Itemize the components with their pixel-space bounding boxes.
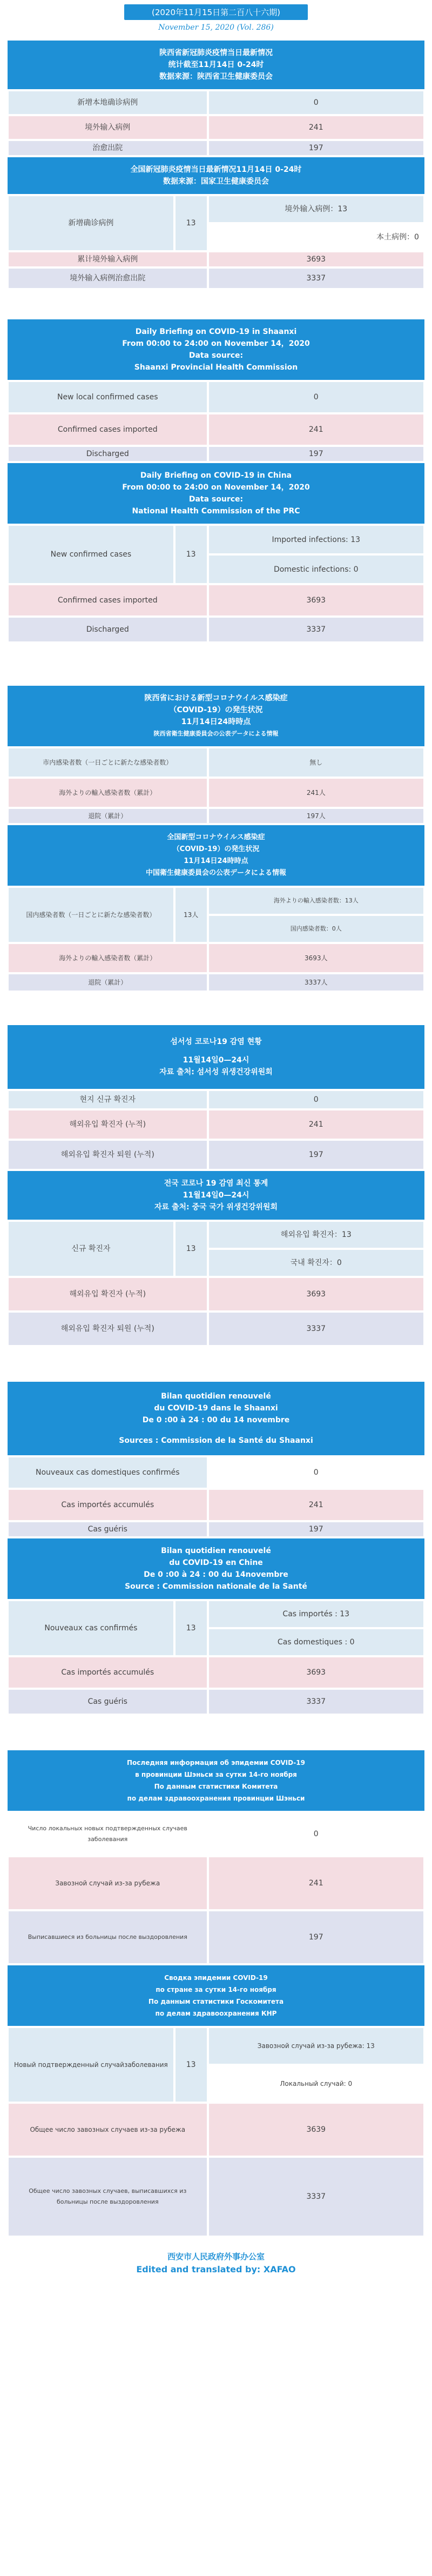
- header-title: 全国新冠肺炎疫情当日最新情况11月14日 0-24时: [130, 165, 302, 174]
- row-subvalue: Завозной случай из-за рубежа: 13: [208, 2027, 424, 2065]
- row-label: Nouveaux cas confirmés: [8, 1600, 174, 1656]
- shaanxi-header: [6, 1024, 426, 1090]
- row-value: 0: [208, 1812, 424, 1856]
- table-row: [6, 381, 426, 413]
- header-title: Bilan quotidien renouvelé: [161, 1392, 271, 1401]
- row-label: 해외유입 확진자 (누적): [8, 1109, 208, 1140]
- table-row: [6, 1689, 426, 1715]
- row-label: Число локальных новых подтвержденных случаев заболевания: [8, 1812, 208, 1856]
- header-title: du COVID-19 en Chine: [169, 1558, 263, 1567]
- header-title: du COVID-19 dans le Shaanxi: [154, 1404, 278, 1413]
- row-label: 治愈出院: [8, 140, 208, 156]
- table-row: [6, 115, 426, 140]
- row-subvalue: Imported infections: 13: [208, 525, 424, 554]
- row-label: 退院（累計）: [8, 808, 208, 824]
- row-value: 0: [208, 1090, 424, 1109]
- header-period: De 0 :00 à 24 : 00 du 14 novembre: [142, 1416, 290, 1424]
- row-label: 退院（累計）: [8, 973, 208, 992]
- row-value: 241: [208, 413, 424, 446]
- header-title: 섬서성 코로나19 감염 현황: [170, 1038, 262, 1046]
- header-source: Data source:: [188, 495, 244, 504]
- table-row: [6, 1812, 426, 1856]
- row-value: 241: [208, 1856, 424, 1910]
- table-row: [6, 267, 426, 289]
- header-title: 全国新型コロナウイルス感染症: [167, 833, 265, 841]
- row-label: 현지 신규 확진자: [8, 1090, 208, 1109]
- table-row: [6, 887, 426, 943]
- row-value: 197人: [208, 808, 424, 824]
- row-label: 해외유입 확진자 (누적): [8, 1277, 208, 1312]
- row-value: 197: [208, 1140, 424, 1170]
- row-label: Nouveaux cas domestiques confirmés: [8, 1456, 208, 1489]
- row-value: 3639: [208, 2103, 424, 2157]
- table-row: [6, 973, 426, 992]
- row-label: 海外よりの輸入感染者数（累計）: [8, 943, 208, 973]
- row-label: 境外输入病例治愈出院: [8, 267, 208, 289]
- header-source: по делам здравоохранения провинции Шэньси: [127, 1795, 305, 1802]
- header-source: Sources : Commission de la Santé du Shaanxi: [119, 1436, 313, 1445]
- row-subvalue: Cas domestiques : 0: [208, 1628, 424, 1656]
- row-value: 0: [208, 90, 424, 115]
- table-row: [6, 584, 426, 617]
- header-period: From 00:00 to 24:00 on November 14，2020: [122, 339, 310, 348]
- section-japanese: [6, 685, 426, 992]
- row-value: 3693人: [208, 943, 424, 973]
- row-label: Confirmed cases imported: [8, 584, 208, 617]
- row-label: 市内感染者数（一日ごとに新たな感染者数）: [8, 747, 208, 778]
- china-header: [6, 1537, 426, 1600]
- header-title: Daily Briefing on COVID-19 in China: [140, 471, 292, 480]
- table-row: [6, 1521, 426, 1537]
- row-value: 3693: [208, 1277, 424, 1312]
- issue-banner: (2020年11月15日第二百八十六期): [124, 4, 308, 20]
- header-title: 陕西省新冠肺炎疫情当日最新情况: [159, 49, 273, 57]
- row-value: 197: [208, 1521, 424, 1537]
- header-source: Data source:: [188, 351, 244, 360]
- table-row: [6, 1277, 426, 1312]
- row-total: 13: [174, 1221, 208, 1277]
- table-row: [6, 1221, 426, 1277]
- table-row: [6, 617, 426, 643]
- table-row: [6, 525, 426, 584]
- footer-office: 西安市人民政府外事办公室: [167, 2252, 265, 2261]
- row-label: Cas importés accumulés: [8, 1656, 208, 1689]
- header-source: 陝西省衛生健康委員会の公表データによる情報: [153, 730, 279, 737]
- china-header: [6, 824, 426, 887]
- header-source: National Health Commission of the PRC: [132, 507, 300, 516]
- row-label: 신규 확진자: [8, 1221, 174, 1277]
- row-value: 3337人: [208, 973, 424, 992]
- row-value: 3337: [208, 1312, 424, 1346]
- header-period: 11月14日24時時点: [184, 857, 248, 865]
- header-title: Последняя информация об эпидемии COVID-19: [127, 1759, 305, 1767]
- row-label: Cas importés accumulés: [8, 1489, 208, 1521]
- table-row: [6, 90, 426, 115]
- row-total: 13: [174, 525, 208, 584]
- row-value: 0: [208, 381, 424, 413]
- row-subvalue: 국내 확진자：0: [208, 1249, 424, 1277]
- row-total: 13: [174, 1600, 208, 1656]
- table-row: [6, 1856, 426, 1910]
- row-value: 241: [208, 1489, 424, 1521]
- header-title: Daily Briefing on COVID-19 in Shaanxi: [135, 327, 297, 336]
- header-title: （COVID-19）の発生状況: [172, 845, 260, 853]
- row-label: 国内感染者数（一日ごとに新たな感染者数）: [8, 887, 174, 943]
- header-period: From 00:00 to 24:00 on November 14，2020: [122, 483, 310, 492]
- shaanxi-header: [6, 318, 426, 381]
- table-row: [6, 2103, 426, 2157]
- china-header: [6, 1964, 426, 2027]
- table-row: [6, 1910, 426, 1964]
- china-header: [6, 156, 426, 195]
- table-row: [6, 446, 426, 462]
- header-title: 전국 코로나 19 감염 최신 통계: [164, 1179, 268, 1188]
- row-label: Cas guéris: [8, 1521, 208, 1537]
- row-label: 海外よりの輸入感染者数（累計）: [8, 778, 208, 808]
- table-row: [6, 1656, 426, 1689]
- shaanxi-header: [6, 685, 426, 747]
- table-row: [6, 195, 426, 251]
- table-row: [6, 2157, 426, 2237]
- shaanxi-header: [6, 39, 426, 90]
- table-row: [6, 778, 426, 808]
- header-period: 统计截至11月14日 0-24时: [168, 61, 264, 69]
- header-source: 자료 출처: 중국 국가 위생건강위원회: [154, 1203, 278, 1212]
- row-label: 新增确诊病例: [8, 195, 174, 251]
- row-label: Discharged: [8, 446, 208, 462]
- china-header: [6, 1170, 426, 1221]
- header-source: По данным статистики Комитета: [154, 1783, 278, 1790]
- row-total: 13: [174, 2027, 208, 2103]
- row-value: 241人: [208, 778, 424, 808]
- row-label: 해외유입 확진자 퇴원 (누적): [8, 1140, 208, 1170]
- row-value: 3693: [208, 584, 424, 617]
- header-period: 11월14일0—24시: [183, 1191, 249, 1200]
- row-value: 197: [208, 1910, 424, 1964]
- header-period: 11월14일0—24시: [183, 1056, 249, 1065]
- header-period: в провинции Шэньси за сутки 14-го ноября: [135, 1771, 297, 1778]
- row-value: 197: [208, 140, 424, 156]
- section-english: [6, 318, 426, 643]
- row-label: Общее число завозных случаев, выписавшихся из больницы после выздоровления: [8, 2157, 208, 2237]
- row-value: 3693: [208, 251, 424, 267]
- shaanxi-header: [6, 1381, 426, 1456]
- table-row: [6, 140, 426, 156]
- row-value: 197: [208, 446, 424, 462]
- header-source: 数据来源：国家卫生健康委员会: [163, 177, 269, 186]
- row-label: Выписавшиеся из больницы после выздоровления: [8, 1910, 208, 1964]
- row-value: 3337: [208, 617, 424, 643]
- row-total: 13人: [174, 887, 208, 943]
- row-label: Discharged: [8, 617, 208, 643]
- row-label: Confirmed cases imported: [8, 413, 208, 446]
- table-row: [6, 1456, 426, 1489]
- row-label: Общее число завозных случаев из-за рубежа: [8, 2103, 208, 2157]
- row-value: 3337: [208, 1689, 424, 1715]
- header-title: 陝西省における新型コロナウイルス感染症: [144, 694, 288, 702]
- row-total: 13: [174, 195, 208, 251]
- row-value: 0: [208, 1456, 424, 1489]
- header-source: 자료 출처: 섬서성 위생건강위원회: [159, 1068, 273, 1076]
- row-value: 3693: [208, 1656, 424, 1689]
- header-source: Source : Commission nationale de la Santé: [125, 1582, 307, 1591]
- footer: [6, 2251, 426, 2274]
- row-label: Завозной случай из-за рубежа: [8, 1856, 208, 1910]
- row-subvalue: Локальный случай: 0: [208, 2065, 424, 2103]
- row-subvalue: Cas importés : 13: [208, 1600, 424, 1628]
- table-row: [6, 1489, 426, 1521]
- row-label: New confirmed cases: [8, 525, 174, 584]
- header-source: 数据来源：陕西省卫生健康委员会: [159, 72, 273, 81]
- row-value: 241: [208, 1109, 424, 1140]
- footer-credit: Edited and translated by: XAFAO: [136, 2264, 296, 2274]
- header-period: 11月14日24時時点: [181, 718, 251, 726]
- header-source: по делам здравоохранения КНР: [155, 2010, 277, 2017]
- table-row: [6, 2027, 426, 2103]
- row-subvalue: 国内感染者数：0人: [208, 915, 424, 943]
- header-period: De 0 :00 à 24 : 00 du 14novembre: [144, 1570, 288, 1579]
- header-title: Bilan quotidien renouvelé: [161, 1547, 271, 1555]
- header-source: По данным статистики Госкомитета: [148, 1998, 284, 2005]
- table-row: [6, 1600, 426, 1656]
- header-source: Shaanxi Provincial Health Commission: [134, 363, 298, 372]
- row-subvalue: 海外よりの輸入感染者数：13人: [208, 887, 424, 915]
- row-value: 3337: [208, 2157, 424, 2237]
- row-subvalue: 해외유입 확진자：13: [208, 1221, 424, 1249]
- header-title: Сводка эпидемии COVID-19: [164, 1974, 268, 1982]
- row-subvalue: 本土病例：0: [208, 223, 424, 251]
- row-label: Новый подтвержденный случайзаболевания: [8, 2027, 174, 2103]
- table-row: [6, 1109, 426, 1140]
- table-row: [6, 1090, 426, 1109]
- row-label: 新增本地确诊病例: [8, 90, 208, 115]
- header-source: 中国衛生健康委員会の公表データによる情報: [145, 869, 286, 877]
- row-label: 境外输入病例: [8, 115, 208, 140]
- header-title: （COVID-19）の発生状況: [169, 706, 263, 714]
- china-header: [6, 462, 426, 525]
- section-russian: [6, 1749, 426, 2237]
- row-label: 해외유입 확진자 퇴원 (누적): [8, 1312, 208, 1346]
- section-korean: [6, 1024, 426, 1346]
- row-subvalue: Domestic infections: 0: [208, 554, 424, 584]
- row-label: New local confirmed cases: [8, 381, 208, 413]
- row-subvalue: 境外输入病例：13: [208, 195, 424, 223]
- table-row: [6, 943, 426, 973]
- row-label: Cas guéris: [8, 1689, 208, 1715]
- table-row: [6, 413, 426, 446]
- issue-date: November 15, 2020 (Vol. 286): [158, 23, 274, 32]
- section-french: [6, 1381, 426, 1715]
- table-row: [6, 808, 426, 824]
- row-value: 3337: [208, 267, 424, 289]
- table-row: [6, 747, 426, 778]
- table-row: [6, 1312, 426, 1346]
- row-value: 241: [208, 115, 424, 140]
- section-chinese: [6, 39, 426, 289]
- table-row: [6, 251, 426, 267]
- row-value: 無し: [208, 747, 424, 778]
- shaanxi-header: [6, 1749, 426, 1812]
- table-row: [6, 1140, 426, 1170]
- header-period: по стране за сутки 14-го ноября: [156, 1986, 276, 1993]
- row-label: 累计境外输入病例: [8, 251, 208, 267]
